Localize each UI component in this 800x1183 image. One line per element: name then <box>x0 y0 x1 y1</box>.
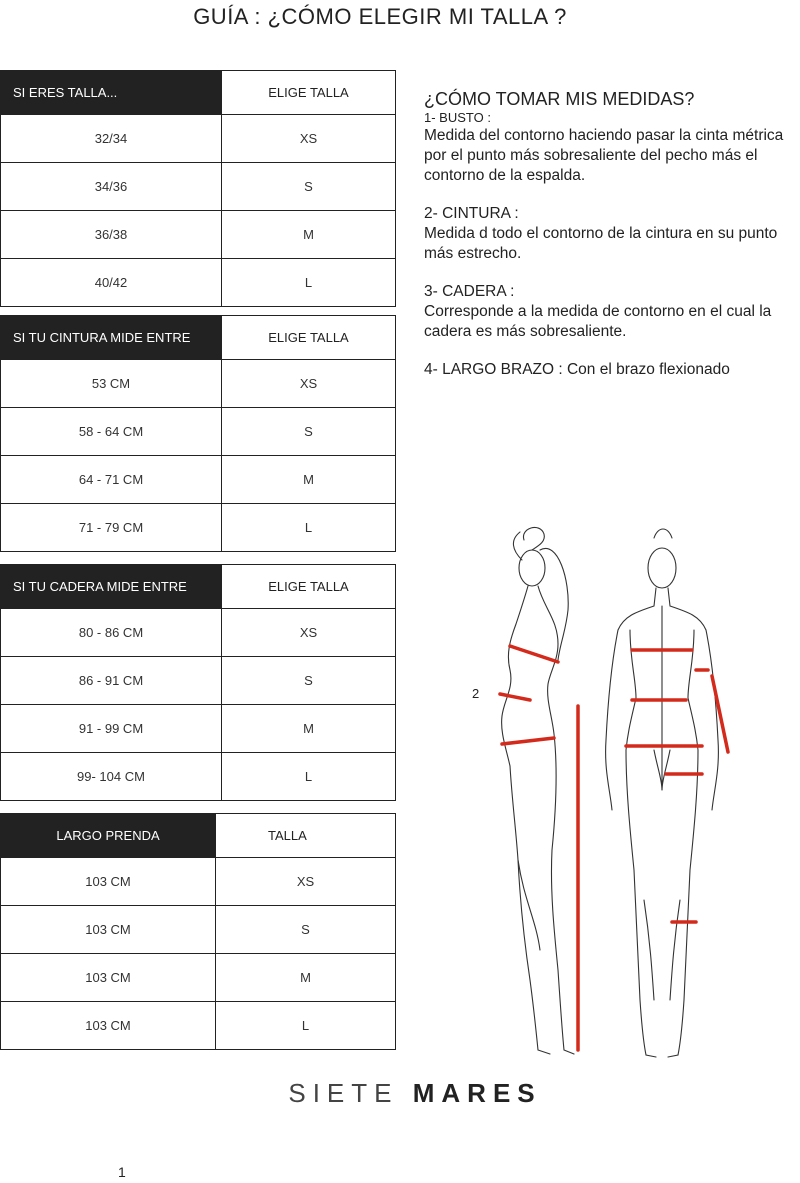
figure-label: 2 <box>472 686 480 701</box>
table-cell: L <box>222 504 396 552</box>
table-cell: M <box>222 705 396 753</box>
arm-length-text: 4- LARGO BRAZO : Con el brazo flexionado <box>424 361 730 378</box>
size-table <box>0 70 396 307</box>
table-cell: L <box>222 259 396 307</box>
table-cell: S <box>222 408 396 456</box>
table-cell: 34/36 <box>1 163 222 211</box>
table-cell: 103 CM <box>1 954 216 1002</box>
hip-title: 3- CADERA : <box>424 283 515 300</box>
table-cell: L <box>216 1002 396 1050</box>
table-cell: 91 - 99 CM <box>1 705 222 753</box>
brand-name-bold: MARES <box>412 1078 542 1108</box>
table-cell: XS <box>222 360 396 408</box>
table-cell: 53 CM <box>1 360 222 408</box>
table-cell: 86 - 91 CM <box>1 657 222 705</box>
table-cell: XS <box>222 115 396 163</box>
length-table <box>0 813 396 1050</box>
table-cell: XS <box>222 609 396 657</box>
table-cell: S <box>222 163 396 211</box>
table-cell: M <box>216 954 396 1002</box>
table-header: SI TU CINTURA MIDE ENTRE <box>1 316 222 360</box>
hip-text: Corresponde a la medida de contorno en el cual la cadera es más sobresaliente. <box>424 303 772 340</box>
table-cell: 64 - 71 CM <box>1 456 222 504</box>
table-cell: 40/42 <box>1 259 222 307</box>
table-header: SI TU CADERA MIDE ENTRE <box>1 565 222 609</box>
table-cell: 58 - 64 CM <box>1 408 222 456</box>
table-cell: M <box>222 211 396 259</box>
table-cell: 80 - 86 CM <box>1 609 222 657</box>
brand-name-light: SIETE <box>288 1078 399 1108</box>
waist-title: 2- CINTURA : <box>424 205 519 222</box>
instructions-heading: ¿CÓMO TOMAR MIS MEDIDAS? <box>424 89 695 109</box>
table-header: ELIGE TALLA <box>222 565 396 609</box>
table-cell: 103 CM <box>1 858 216 906</box>
hip-table <box>0 564 396 801</box>
brand-logo <box>0 1078 800 1109</box>
table-cell: 36/38 <box>1 211 222 259</box>
table-cell: 99- 104 CM <box>1 753 222 801</box>
page-number: 1 <box>118 1164 126 1180</box>
table-header: TALLA <box>216 814 396 858</box>
waist-text: Medida d todo el contorno de la cintura en su punto más estrecho. <box>424 225 778 262</box>
measurement-instructions <box>424 88 784 380</box>
table-cell: 32/34 <box>1 115 222 163</box>
table-cell: 71 - 79 CM <box>1 504 222 552</box>
table-cell: L <box>222 753 396 801</box>
table-header: ELIGE TALLA <box>222 71 396 115</box>
table-cell: XS <box>216 858 396 906</box>
table-cell: S <box>222 657 396 705</box>
table-header: LARGO PRENDA <box>1 814 216 858</box>
table-header: SI ERES TALLA... <box>1 71 222 115</box>
bust-title: 1- BUSTO : <box>424 110 491 125</box>
table-cell: S <box>216 906 396 954</box>
table-cell: 103 CM <box>1 906 216 954</box>
table-header: ELIGE TALLA <box>222 316 396 360</box>
page-title: GUÍA : ¿CÓMO ELEGIR MI TALLA ? <box>193 4 567 29</box>
table-cell: M <box>222 456 396 504</box>
body-measurement-illustration <box>440 520 760 1080</box>
bust-text: Medida del contorno haciendo pasar la cinta métrica por el punto más sobresaliente del pecho más el contorno de la espalda. <box>424 127 784 184</box>
waist-table <box>0 315 396 552</box>
table-cell: 103 CM <box>1 1002 216 1050</box>
